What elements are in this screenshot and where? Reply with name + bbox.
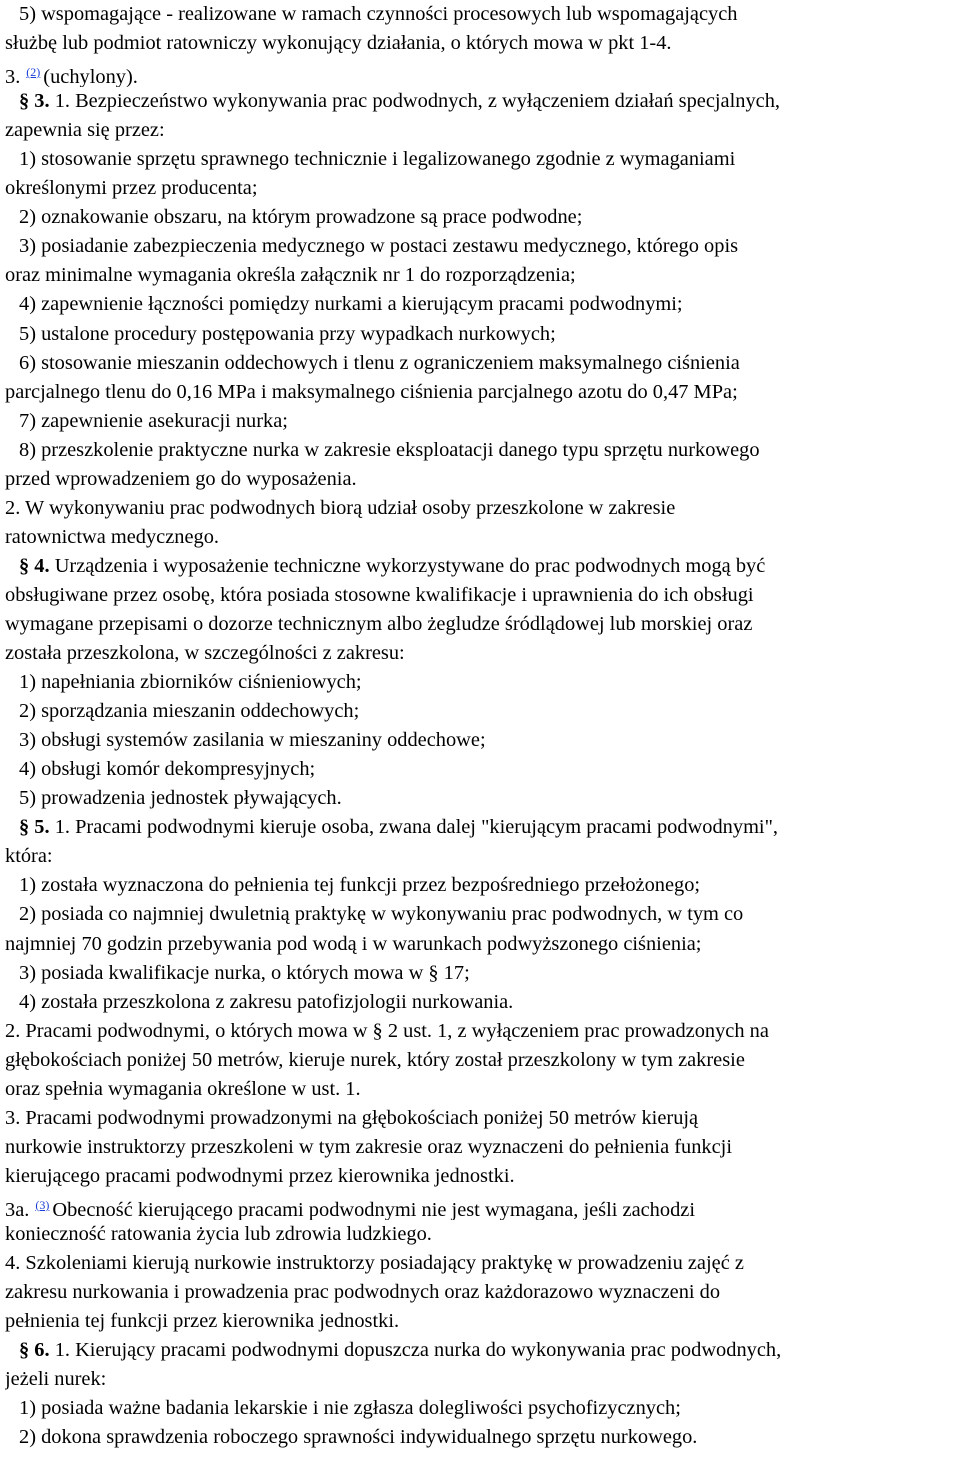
line-text: 5) ustalone procedury postępowania przy wypadkach nurkowych; — [19, 322, 556, 345]
line-text: 2. Pracami podwodnymi, o których mowa w § 2 ust. 1, z wyłączeniem prac prowadzonych na — [5, 1019, 769, 1042]
line-text: 4. Szkoleniami kierują nurkowie instruktorzy posiadający praktykę w prowadzeniu zajęć z — [5, 1252, 744, 1275]
line-text: 2) oznakowanie obszaru, na którym prowadzone są prace podwodne; — [19, 206, 583, 229]
line-text: nurkowie instruktorzy przeszkoleni w tym zakresie oraz wyznaczeni do pełnienia funkcji — [5, 1135, 732, 1158]
paragraph-line — [5, 610, 957, 639]
paragraph-line — [5, 494, 957, 523]
line-text: 3. Pracami podwodnymi prowadzonymi na głębokościach poniżej 50 metrów kierują — [5, 1106, 699, 1129]
line-text: została przeszkolona, w szczególności z zakresu: — [5, 642, 405, 665]
line-text: obsługiwane przez osobę, która posiada stosowne kwalifikacje i uprawnienia do ich obsługi — [5, 583, 754, 606]
list-item — [5, 203, 957, 232]
list-item — [5, 232, 957, 261]
paragraph-line — [5, 378, 957, 407]
line-text: 2) posiada co najmniej dwuletnią praktykę w wykonywaniu prac podwodnych, w tym co — [19, 903, 744, 926]
line-text: 1) została wyznaczona do pełnienia tej funkcji przez bezpośredniego przełożonego; — [19, 874, 701, 897]
paragraph-line — [5, 261, 957, 290]
paragraph-line — [5, 842, 957, 871]
list-item — [5, 1423, 957, 1452]
line-text: 2) sporządzania mieszanin oddechowych; — [19, 700, 360, 723]
paragraph-line — [5, 1365, 957, 1394]
line-text: głębokościach poniżej 50 metrów, kieruje nurek, który został przeszkolony w tym zakresie — [5, 1048, 745, 1071]
line-text: 3) posiadanie zabezpieczenia medycznego w postaci zestawu medycznego, którego opis — [19, 235, 739, 258]
section-number: 3a. — [5, 1198, 30, 1220]
footnote-link-2[interactable]: (2) — [26, 65, 41, 80]
paragraph-line — [5, 581, 957, 610]
section-marker: § 5. — [19, 816, 50, 839]
section-marker: § 3. — [19, 90, 50, 113]
list-item — [5, 784, 957, 813]
list-item — [5, 668, 957, 697]
list-item — [5, 1394, 957, 1423]
paragraph-section-5 — [5, 813, 957, 842]
section-3-header — [5, 58, 957, 87]
list-item — [5, 320, 957, 349]
line-text: 3) obsługi systemów zasilania w mieszaniny oddechowe; — [19, 729, 486, 752]
line-text: przed wprowadzeniem go do wyposażenia. — [5, 467, 357, 490]
section-number: 3. — [5, 66, 21, 88]
line-text: kierującego pracami podwodnymi przez kierownika jednostki. — [5, 1164, 515, 1187]
list-item-5 — [5, 0, 957, 29]
paragraph-line — [5, 1133, 957, 1162]
list-item — [5, 900, 957, 929]
line-text: wymagane przepisami o dozorze technicznym albo żegludze śródlądowej lub morskiej oraz — [5, 612, 753, 635]
paragraph-line — [5, 1278, 957, 1307]
list-item — [5, 755, 957, 784]
paragraph-section-6 — [5, 1336, 957, 1365]
list-item — [5, 349, 957, 378]
line-text: parcjalnego tlenu do 0,16 MPa i maksymalnego ciśnienia parcjalnego azotu do 0,47 MPa; — [5, 380, 738, 403]
line-text: 2) dokona sprawdzenia roboczego sprawności indywidualnego sprzętu nurkowego. — [19, 1426, 698, 1449]
list-item — [5, 697, 957, 726]
line-text: Urządzenia i wyposażenie techniczne wykorzystywane do prac podwodnych mogą być — [49, 554, 766, 577]
paragraph-3a — [5, 1191, 957, 1220]
paragraph-line — [5, 1220, 957, 1249]
paragraph-section-4 — [5, 552, 957, 581]
line-text: 3) posiada kwalifikacje nurka, o których mowa w § 17; — [19, 961, 470, 984]
line-text: Obecność kierującego pracami podwodnymi nie jest wymagana, jeśli zachodzi — [52, 1198, 695, 1220]
paragraph-line — [5, 29, 957, 58]
line-text: określonymi przez producenta; — [5, 177, 258, 200]
paragraph-line — [5, 930, 957, 959]
list-item — [5, 145, 957, 174]
line-text: 4) została przeszkolona z zakresu patofizjologii nurkowania. — [19, 990, 514, 1013]
line-text: jeżeli nurek: — [5, 1368, 107, 1391]
line-text: (uchylony). — [43, 66, 138, 88]
line-text: 4) zapewnienie łączności pomiędzy nurkami a kierującym pracami podwodnymi; — [19, 293, 683, 316]
list-item — [5, 871, 957, 900]
line-text: 4) obsługi komór dekompresyjnych; — [19, 758, 316, 781]
paragraph-line — [5, 1017, 957, 1046]
section-marker: § 4. — [19, 554, 50, 577]
line-text: 5) prowadzenia jednostek pływających. — [19, 787, 342, 810]
paragraph-line — [5, 523, 957, 552]
line-text: 1) stosowanie sprzętu sprawnego technicznie i legalizowanego zgodnie z wymaganiami — [19, 148, 736, 171]
line-text: 8) przeszkolenie praktyczne nurka w zakresie eksploatacji danego typu sprzętu nurkowego — [19, 438, 760, 461]
list-item — [5, 290, 957, 319]
paragraph-line — [5, 1307, 957, 1336]
list-item — [5, 407, 957, 436]
paragraph-line — [5, 174, 957, 203]
section-marker: § 6. — [19, 1339, 50, 1362]
line-text: służbę lub podmiot ratowniczy wykonujący działania, o których mowa w pkt 1-4. — [5, 32, 672, 55]
line-text: konieczność ratowania życia lub zdrowia ludzkiego. — [5, 1222, 432, 1245]
line-text: 1) napełniania zbiorników ciśnieniowych; — [19, 671, 362, 694]
line-text: 2. W wykonywaniu prac podwodnych biorą udział osoby przeszkolone w zakresie — [5, 496, 676, 519]
line-text: oraz minimalne wymagania określa załącznik nr 1 do rozporządzenia; — [5, 264, 576, 287]
footnote-link-3[interactable]: (3) — [35, 1197, 50, 1212]
line-text: zakresu nurkowania i prowadzenia prac podwodnych oraz każdorazowo wyznaczeni do — [5, 1281, 721, 1304]
line-text: 6) stosowanie mieszanin oddechowych i tlenu z ograniczeniem maksymalnego ciśnienia — [19, 351, 740, 374]
list-item — [5, 436, 957, 465]
paragraph-line — [5, 1104, 957, 1133]
line-text: 1. Pracami podwodnymi kieruje osoba, zwana dalej "kierującym pracami podwodnymi", — [49, 816, 779, 839]
line-text: 7) zapewnienie asekuracji nurka; — [19, 409, 288, 432]
paragraph-line — [5, 465, 957, 494]
line-text: oraz spełnia wymagania określone w ust. 1. — [5, 1077, 361, 1100]
paragraph-line — [5, 639, 957, 668]
paragraph-line — [5, 116, 957, 145]
paragraph-line — [5, 1249, 957, 1278]
list-item — [5, 959, 957, 988]
line-text: 1. Bezpieczeństwo wykonywania prac podwodnych, z wyłączeniem działań specjalnych, — [49, 90, 780, 113]
line-text: która: — [5, 845, 53, 868]
line-text: najmniej 70 godzin przebywania pod wodą i w warunkach podwyższonego ciśnienia; — [5, 932, 702, 955]
paragraph-line — [5, 1046, 957, 1075]
line-text: zapewnia się przez: — [5, 119, 165, 142]
paragraph-line — [5, 1075, 957, 1104]
list-item — [5, 726, 957, 755]
list-item — [5, 988, 957, 1017]
line-text: 1. Kierujący pracami podwodnymi dopuszcza nurka do wykonywania prac podwodnych, — [49, 1339, 782, 1362]
line-text: 1) posiada ważne badania lekarskie i nie zgłasza dolegliwości psychofizycznych; — [19, 1397, 681, 1420]
line-text: 5) wspomagające - realizowane w ramach czynności procesowych lub wspomagających — [19, 3, 738, 25]
paragraph-section-3 — [5, 87, 957, 116]
line-text: ratownictwa medycznego. — [5, 525, 220, 548]
paragraph-line — [5, 1162, 957, 1191]
line-text: pełnienia tej funkcji przez kierownika jednostki. — [5, 1310, 400, 1333]
